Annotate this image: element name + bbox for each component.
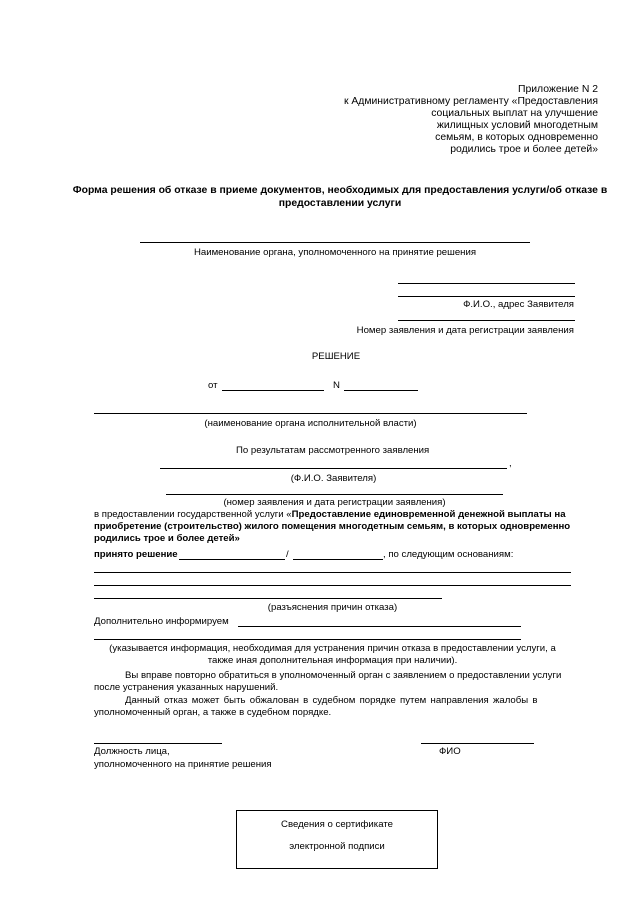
certificate-line-1: Сведения о сертификате [281,819,393,830]
from-label: от [208,380,218,391]
application-number-line[interactable] [398,320,575,321]
fio-signature-line[interactable] [421,743,534,744]
appendix-line-5: семьям, в которых одновременно [435,132,598,143]
appendix-line-4: жилищных условий многодетным [436,120,598,131]
position-signature-line[interactable] [94,743,222,744]
reasons-line-2[interactable] [94,585,571,586]
exec-organ-label: (наименование органа исполнительной власти) [204,418,417,429]
applicant-line-1[interactable] [398,283,575,284]
certificate-line-2: электронной подписи [289,841,385,852]
applicant-label: Ф.И.О., адрес Заявителя [463,299,574,310]
number-field[interactable] [344,390,418,391]
exec-organ-line[interactable] [94,413,527,414]
app-number-label: (номер заявления и дата регистрации заявления) [223,497,446,508]
appendix-line-1: Приложение N 2 [518,84,598,95]
reasons-line-3[interactable] [94,598,442,599]
applicant-fio-label: (Ф.И.О. Заявителя) [290,473,377,484]
info-note-1: (указывается информация, необходимая для устранения причин отказа в предоставлении услуги, а [109,643,556,654]
decision-made-label: принято решение [94,549,178,560]
appeal-1: Данный отказ может быть обжалован в судебном порядке путем направления жалобы в [125,695,538,706]
position-label-1: Должность лица, [94,746,170,757]
applicant-fio-line[interactable] [160,468,507,469]
position-label-2: уполномоченного на принятие решения [94,759,272,770]
app-number-line[interactable] [166,494,503,495]
service-line-3: родились трое и более детей» [94,533,240,544]
organ-name-label: Наименование органа, уполномоченного на принятие решения [193,247,477,258]
additional-label: Дополнительно информируем [94,616,229,627]
appendix-line-6: родились трое и более детей» [450,144,598,155]
slash: / [286,549,289,560]
date-field[interactable] [222,390,324,391]
appendix-line-2: к Административному регламенту «Предоставления [343,96,598,107]
document-title: Форма решения об отказе в приеме документов, необходимых для предоставления услуги/об отказе в предоставлении услуги [72,185,608,209]
decision-field-1[interactable] [179,559,285,560]
additional-line-2[interactable] [94,639,521,640]
grounds-label: , по следующим основаниям: [383,549,514,560]
info-note-2: также иная дополнительная информация при наличии). [207,655,458,666]
service-line-1: в предоставлении государственной услуги «Предоставление единовременной денежной выплаты на [94,509,566,520]
fio-label: ФИО [439,746,461,757]
service-line-2: приобретение (строительство) жилого помещения многодетным семьям, в которых одновременно [94,521,571,532]
organ-name-line[interactable] [140,242,530,243]
by-results-text: По результатам рассмотренного заявления [236,445,430,456]
certificate-box [236,810,438,869]
decision-field-2[interactable] [293,559,383,560]
additional-line-1[interactable] [238,626,521,627]
number-label: N [333,380,340,391]
appendix-line-3: социальных выплат на улучшение [431,108,598,119]
decision-heading: РЕШЕНИЕ [311,351,361,362]
comma: , [509,458,512,469]
reapply-1: Вы вправе повторно обратиться в уполномоченный орган с заявлением о предоставлении услуги [125,670,562,681]
applicant-line-2[interactable] [398,296,575,297]
reasons-label: (разъяснения причин отказа) [267,602,398,613]
appeal-2: уполномоченный орган, а также в судебном порядке. [94,707,332,718]
application-number-label: Номер заявления и дата регистрации заявления [356,325,574,336]
reapply-2: после устранения указанных нарушений. [94,682,279,693]
reasons-line-1[interactable] [94,572,571,573]
